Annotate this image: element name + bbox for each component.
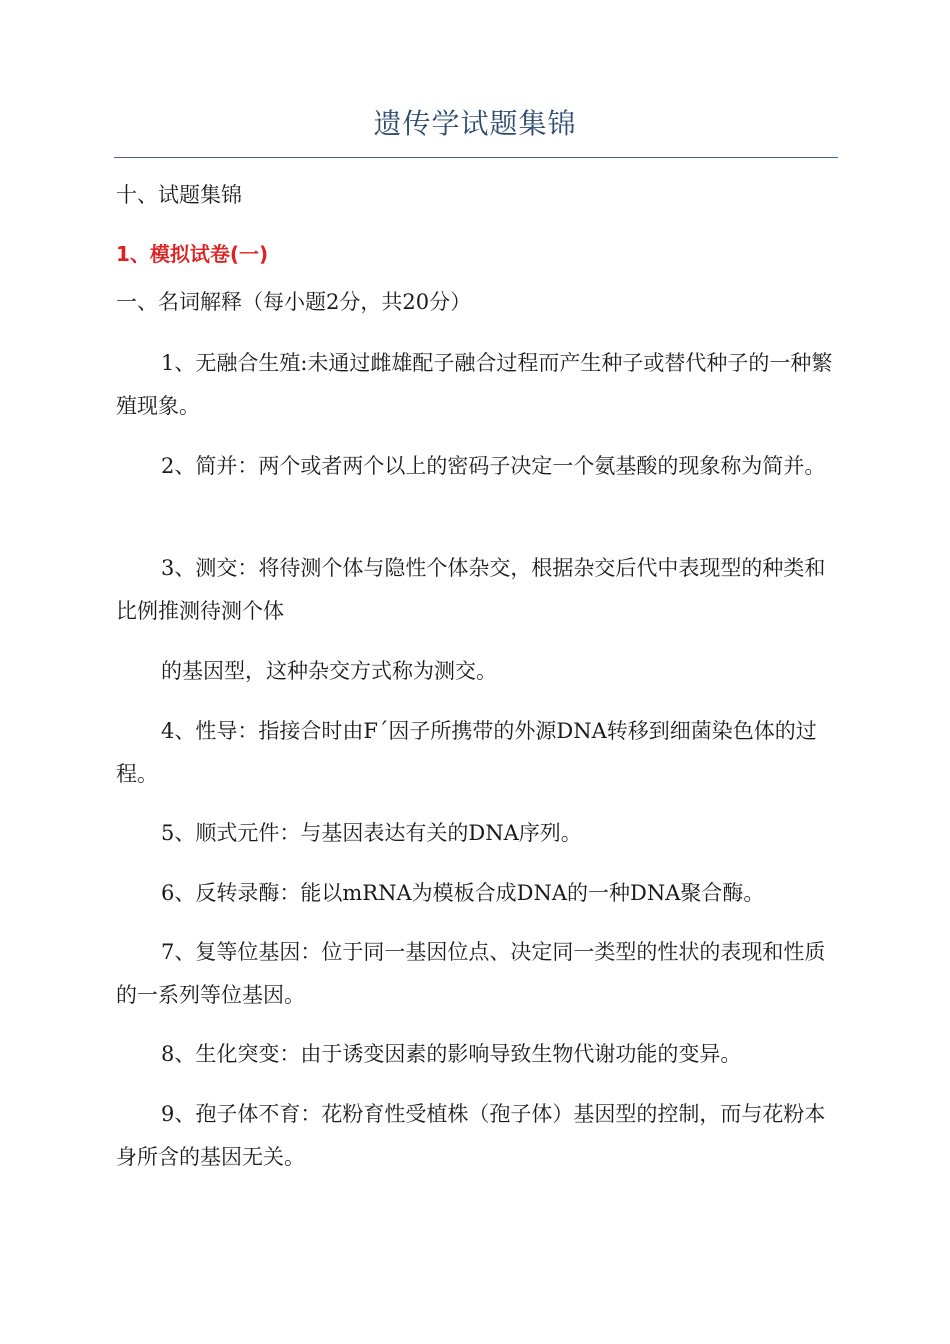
definition-item-3-continued: 的基因型，这种杂交方式称为测交。 (161, 659, 497, 683)
definition-item-6: 6、反转录酶：能以mRNA为模板合成DNA的一种DNA聚合酶。 (161, 881, 765, 905)
definition-item-2: 2、简并：两个或者两个以上的密码子决定一个氨基酸的现象称为简并。 (161, 454, 826, 478)
definition-item-9: 9、孢子体不育：花粉育性受植株（孢子体）基因型的控制，而与花粉本身所含的基因无关。 (116, 1102, 826, 1169)
definition-item-3: 3、测交：将待测个体与隐性个体杂交，根据杂交后代中表现型的种类和比例推测待测个体 (116, 556, 826, 623)
section-heading: 十、试题集锦 (116, 183, 242, 207)
part-heading: 一、名词解释（每小题2分，共20分） (116, 290, 472, 314)
definition-item-4: 4、性导：指接合时由F´因子所携带的外源DNA转移到细菌染色体的过程。 (116, 719, 817, 786)
definition-item-8: 8、生化突变：由于诱变因素的影响导致生物代谢功能的变异。 (161, 1042, 742, 1066)
subsection-heading: 1、模拟试卷(一) (116, 242, 269, 266)
definition-item-1: 1、无融合生殖:未通过雌雄配子融合过程而产生种子或替代种子的一种繁殖现象。 (116, 351, 833, 418)
title-divider (114, 157, 838, 158)
definition-item-7: 7、复等位基因：位于同一基因位点、决定同一类型的性状的表现和性质的一系列等位基因。 (116, 940, 826, 1007)
definition-item-5: 5、顺式元件：与基因表达有关的DNA序列。 (161, 821, 582, 845)
document-title: 遗传学试题集锦 (373, 107, 577, 140)
